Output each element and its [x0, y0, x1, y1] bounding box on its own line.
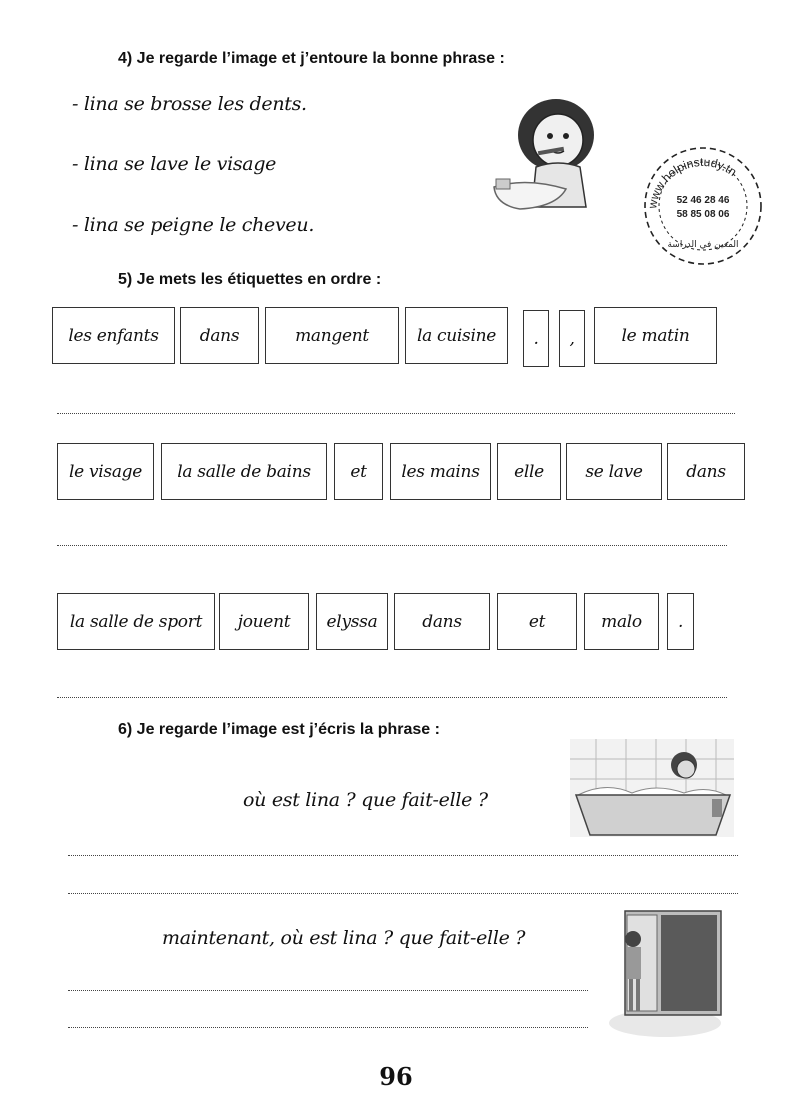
label-card[interactable]: le visage — [57, 443, 154, 500]
label-card[interactable]: elyssa — [316, 593, 388, 650]
girl-in-bathtub-illustration — [566, 735, 738, 841]
answer-line[interactable] — [57, 545, 727, 546]
label-card[interactable]: les enfants — [52, 307, 175, 364]
label-card[interactable]: . — [523, 310, 549, 367]
stamp-phone-2: 58 85 08 06 — [676, 209, 730, 220]
label-card[interactable]: dans — [667, 443, 745, 500]
label-card[interactable]: dans — [394, 593, 490, 650]
girl-brushing-teeth-illustration — [486, 95, 610, 217]
label-card[interactable]: le matin — [594, 307, 717, 364]
exercise-6-heading: 6) Je regarde l’image est j’écris la phrase : — [118, 721, 440, 738]
stamp-arabic: المعين في الدراسة — [667, 240, 739, 250]
exercise-5-heading: 5) Je mets les étiquettes en ordre : — [118, 271, 382, 288]
answer-line[interactable] — [57, 697, 727, 698]
label-card[interactable]: malo — [584, 593, 659, 650]
answer-line[interactable] — [68, 893, 738, 894]
label-card[interactable]: les mains — [390, 443, 491, 500]
answer-line[interactable] — [68, 855, 738, 856]
helpinstudy-stamp — [640, 143, 766, 269]
answer-line[interactable] — [68, 1027, 588, 1028]
label-card[interactable]: jouent — [219, 593, 309, 650]
label-card[interactable]: la salle de bains — [161, 443, 327, 500]
ex6-question-2: maintenant, où est lina ? que fait-elle ? — [162, 927, 526, 949]
girl-at-wardrobe-illustration — [605, 905, 729, 1039]
answer-line[interactable] — [57, 413, 735, 414]
stamp-phone-1: 52 46 28 46 — [676, 195, 730, 206]
ex4-option-1: - lina se brosse les dents. — [72, 93, 307, 115]
stamp-website: www.helpinstudy.tn — [645, 154, 740, 210]
label-card[interactable]: elle — [497, 443, 561, 500]
label-card[interactable]: la cuisine — [405, 307, 508, 364]
label-card[interactable]: et — [497, 593, 577, 650]
label-card[interactable]: et — [334, 443, 383, 500]
ex6-question-1: où est lina ? que fait-elle ? — [243, 789, 488, 811]
ex4-option-3: - lina se peigne le cheveu. — [72, 214, 315, 236]
label-card[interactable]: , — [559, 310, 585, 367]
label-card[interactable]: mangent — [265, 307, 399, 364]
label-card[interactable]: . — [667, 593, 694, 650]
label-card[interactable]: la salle de sport — [57, 593, 215, 650]
ex4-option-2: - lina se lave le visage — [72, 153, 277, 175]
page-number: 96 — [379, 1062, 413, 1091]
label-card[interactable]: se lave — [566, 443, 662, 500]
label-card[interactable]: dans — [180, 307, 259, 364]
answer-line[interactable] — [68, 990, 588, 991]
exercise-4-heading: 4) Je regarde l’image et j’entoure la bonne phrase : — [118, 50, 505, 67]
